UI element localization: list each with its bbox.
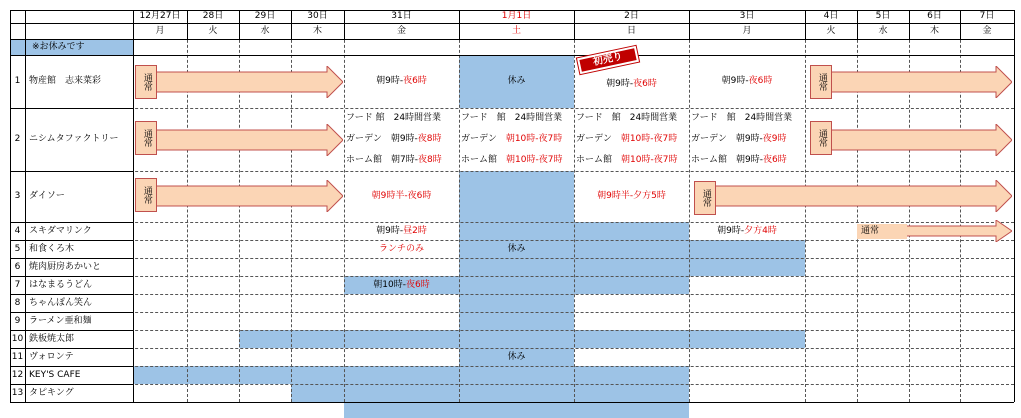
date-header: 4日 xyxy=(823,11,839,21)
store-name: はなまるうどん xyxy=(29,279,93,290)
hours-line xyxy=(691,156,787,165)
hours-end: 夜6時 xyxy=(633,78,657,89)
factory-hours-2 xyxy=(574,108,689,171)
date-header: 6日 xyxy=(927,11,942,21)
weekday-header: 木 xyxy=(312,25,322,36)
hours-red: 夜6時 xyxy=(762,155,787,165)
hours-cell xyxy=(344,55,459,108)
store-name: ダイソー xyxy=(29,191,65,201)
hours-cell: 朝9時半-夕方5時 xyxy=(597,191,666,201)
closed-cell xyxy=(344,402,689,418)
store-number: 4 xyxy=(14,225,21,236)
hours-line xyxy=(346,114,441,123)
hours-cell xyxy=(689,55,805,108)
normal-label: 通常 xyxy=(810,65,832,99)
store-number: 1 xyxy=(14,76,21,86)
date-header: 28日 xyxy=(202,11,224,21)
grid-line xyxy=(10,171,1014,172)
grid-line xyxy=(10,39,1014,40)
continue-arrow xyxy=(826,66,1012,98)
weekday-header: 土 xyxy=(511,25,521,36)
closed-cell xyxy=(133,366,689,384)
factory-hours-1 xyxy=(459,108,574,171)
continue-arrow xyxy=(905,220,1012,242)
normal-label: 通常 xyxy=(810,121,832,155)
grid-line xyxy=(133,10,134,402)
grid-line xyxy=(10,258,1014,259)
weekday-header: 木 xyxy=(929,25,939,36)
hours-cell: ランチのみ xyxy=(378,243,424,254)
continue-arrow xyxy=(826,124,1012,156)
store-number: 9 xyxy=(14,315,21,326)
store-name: 焼肉厨房あかいと xyxy=(29,261,102,272)
store-number: 3 xyxy=(14,191,21,201)
grid-line xyxy=(10,312,1014,313)
hours-start: 朝9時- xyxy=(376,225,404,236)
date-header: 12月27日 xyxy=(139,11,181,21)
store-number: 11 xyxy=(11,351,24,362)
hours-line xyxy=(691,135,787,144)
hours-start: 朝9時- xyxy=(717,225,745,236)
hours-start: 朝9時- xyxy=(376,76,404,86)
hours-red: 夜9時 xyxy=(762,134,787,144)
store-name: ヴォロンテ xyxy=(29,351,74,362)
store-name: ちゃんぽん笑ん xyxy=(29,297,93,308)
weekday-header: 金 xyxy=(982,25,992,36)
date-header: 5日 xyxy=(875,11,891,21)
closed-cell xyxy=(239,330,805,348)
grid-line xyxy=(10,23,133,24)
grid-line xyxy=(10,402,1014,403)
grid-line xyxy=(10,330,1014,331)
normal-label: 通常 xyxy=(694,181,716,215)
weekday-header: 日 xyxy=(626,25,636,36)
hours-text: ガーデン xyxy=(461,134,506,144)
hours-text: ガーデン xyxy=(576,134,621,144)
store-number: 6 xyxy=(14,261,21,272)
hours-line xyxy=(461,156,562,165)
date-header: 3日 xyxy=(739,11,755,21)
grid-line xyxy=(10,384,1014,385)
hours-text: ホーム館 朝7時- xyxy=(346,155,418,165)
store-number: 13 xyxy=(11,387,24,398)
hours-line xyxy=(691,114,792,123)
hours-red: 朝10時-夜7時 xyxy=(506,155,563,165)
closed-cell xyxy=(574,222,689,240)
hours-end: 昼2時 xyxy=(403,225,427,236)
hours-red: 朝10時-夜7時 xyxy=(621,155,678,165)
hours-start: 朝9時- xyxy=(721,76,749,86)
hours-line xyxy=(461,114,562,123)
closed-cell xyxy=(459,171,574,222)
hours-text: ガーデン 朝9時- xyxy=(346,134,418,144)
weekday-header: 火 xyxy=(826,25,836,36)
store-name: スキダマリンク xyxy=(29,225,92,236)
store-name: ニシムタファクトリー xyxy=(29,134,119,144)
date-header: 2日 xyxy=(624,11,639,21)
hours-text: フード 館 24時間営業 xyxy=(576,113,678,123)
weekday-header: 月 xyxy=(742,25,752,36)
store-number: 5 xyxy=(14,243,21,254)
store-name: 物産館 志来菜彩 xyxy=(29,76,102,86)
hours-red: 夜8時 xyxy=(417,155,442,165)
grid-line xyxy=(10,366,1014,367)
grid-line xyxy=(10,276,1014,277)
hours-start: 朝9時- xyxy=(606,78,634,89)
store-number: 8 xyxy=(14,297,21,308)
continue-arrow xyxy=(151,124,343,156)
store-number: 12 xyxy=(11,369,24,380)
weekday-header: 金 xyxy=(396,25,406,36)
hours-text: ホーム館 朝9時- xyxy=(691,155,763,165)
date-header: 31日 xyxy=(391,11,412,21)
grid-line xyxy=(10,294,1014,295)
weekday-header: 火 xyxy=(208,25,218,36)
hours-cell xyxy=(344,276,459,294)
hours-text: ホーム館 xyxy=(576,155,622,165)
hours-cell: 朝9時半-夜6時 xyxy=(371,191,432,201)
grid-line xyxy=(1014,10,1015,402)
hours-text: フード 館 24時間営業 xyxy=(461,113,563,123)
closed-cell xyxy=(459,312,574,330)
store-name: 鉄板焼太郎 xyxy=(29,333,75,344)
continue-arrow xyxy=(712,180,1012,212)
normal-label: 通常 xyxy=(135,121,157,155)
normal-label: 通常 xyxy=(135,65,157,99)
hours-text: ガーデン 朝9時- xyxy=(691,134,763,144)
hours-line xyxy=(576,114,677,123)
hours-text: ホーム館 xyxy=(461,155,507,165)
store-number: 10 xyxy=(11,333,24,344)
normal-label: 通常 xyxy=(857,224,907,239)
closed-label: 休み xyxy=(507,243,526,254)
continue-arrow xyxy=(151,180,343,212)
grid-line xyxy=(10,402,133,403)
hours-end: 夜6時 xyxy=(403,76,427,86)
continue-arrow xyxy=(151,66,343,98)
hours-line xyxy=(346,135,442,144)
closed-label: 休み xyxy=(507,351,526,362)
hours-red: 朝10時-夜7時 xyxy=(620,134,678,144)
hours-cell xyxy=(344,222,459,240)
hours-end: 夜6時 xyxy=(748,76,773,86)
hours-start: 朝10時- xyxy=(373,279,406,290)
hatsuuri-badge: 初売り xyxy=(577,46,639,74)
date-header: 1月1日 xyxy=(501,11,532,21)
hours-end: 夜6時 xyxy=(405,279,430,290)
grid-line xyxy=(10,10,133,11)
store-number: 7 xyxy=(14,279,21,290)
weekday-header: 水 xyxy=(260,25,270,36)
hours-line xyxy=(576,156,677,165)
hours-line xyxy=(346,156,442,165)
store-name: タピキング xyxy=(29,387,74,398)
closed-cell xyxy=(291,384,689,402)
hours-end: 夕方4時 xyxy=(744,225,777,236)
store-name: KEY'S CAFE xyxy=(29,369,81,380)
closed-cell xyxy=(459,222,574,240)
hours-cell xyxy=(689,222,805,240)
hours-text: フード 館 24時間営業 xyxy=(691,113,793,123)
weekday-header: 水 xyxy=(878,25,888,36)
closed-cell xyxy=(459,258,805,276)
hours-line xyxy=(576,135,677,144)
hours-line xyxy=(461,135,562,144)
date-header: 30日 xyxy=(307,11,328,21)
factory-hours-3 xyxy=(689,108,805,171)
store-name: ラーメン亜和麺 xyxy=(29,315,92,326)
hours-red: 朝10時-夜7時 xyxy=(505,134,563,144)
hours-red: 夜8時 xyxy=(417,134,442,144)
store-number: 2 xyxy=(14,134,21,144)
date-header: 7日 xyxy=(979,11,995,21)
hours-text: フード 館 24時間営業 xyxy=(346,113,442,123)
grid-line xyxy=(10,222,1014,223)
factory-hours-31 xyxy=(344,108,459,171)
closed-label: 休み xyxy=(507,76,526,86)
store-name: 和食くろ木 xyxy=(29,243,75,254)
normal-label: 通常 xyxy=(135,178,157,212)
date-header: 29日 xyxy=(254,11,276,21)
weekday-header: 月 xyxy=(155,25,165,36)
note-label: ※お休みです xyxy=(32,41,85,52)
closed-cell xyxy=(459,294,574,312)
